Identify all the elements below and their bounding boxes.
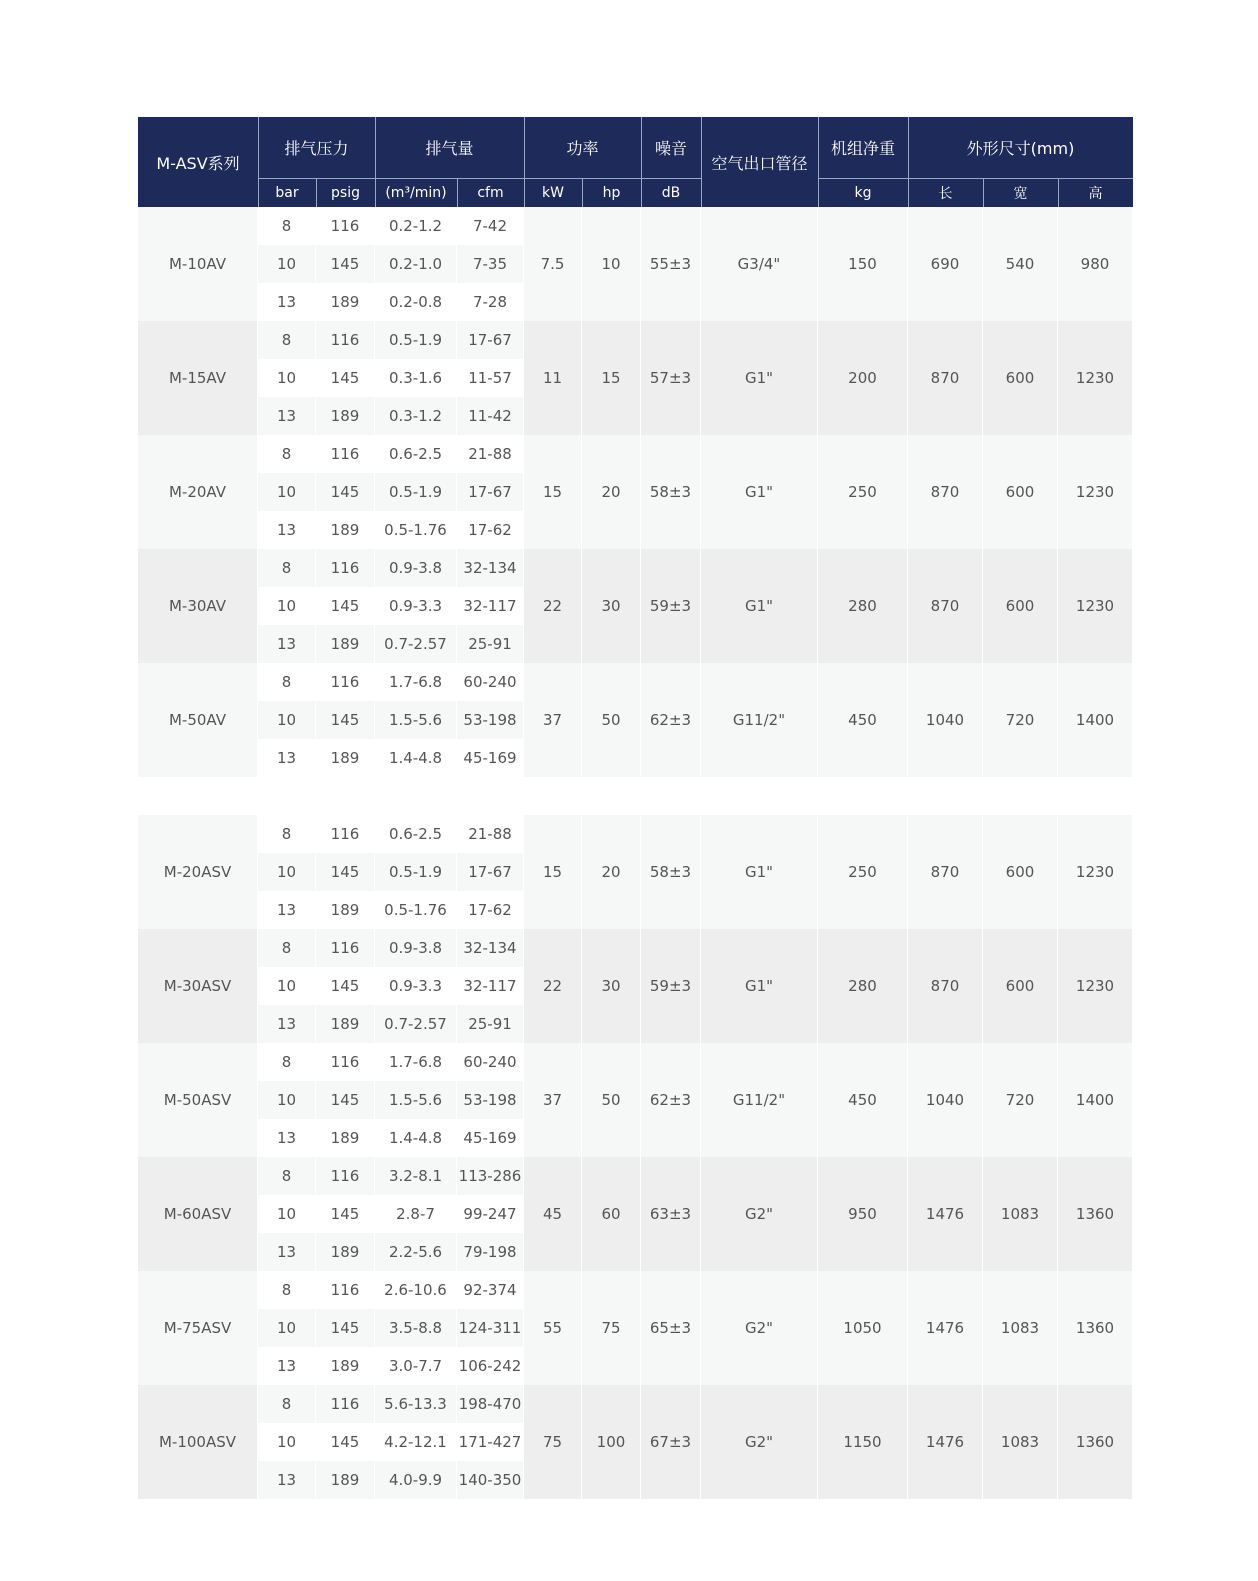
cell-db: 67±3 <box>641 1385 701 1499</box>
cell-m3: 0.2-1.2 <box>375 207 457 245</box>
cell-bar: 13 <box>258 1347 316 1385</box>
cell-cfm: 198-470 <box>457 1385 524 1423</box>
cell-db: 62±3 <box>641 663 701 777</box>
cell-hp: 30 <box>582 549 641 663</box>
cell-cfm: 45-169 <box>457 1119 524 1157</box>
cell-len: 1476 <box>908 1157 983 1271</box>
cell-kg: 950 <box>818 1157 908 1271</box>
cell-wid: 1083 <box>983 1271 1058 1385</box>
cell-cfm: 17-62 <box>457 511 524 549</box>
unit-width: 宽 <box>1013 185 1028 202</box>
model-group <box>138 549 1133 663</box>
cell-m3: 1.5-5.6 <box>375 701 457 739</box>
cell-len: 1476 <box>908 1271 983 1385</box>
cell-kw: 22 <box>524 549 582 663</box>
cell-bar: 10 <box>258 967 316 1005</box>
cell-cfm: 7-28 <box>457 283 524 321</box>
cell-len: 690 <box>908 207 983 321</box>
cell-bar: 8 <box>258 815 316 853</box>
cell-db: 59±3 <box>641 929 701 1043</box>
cell-psig: 145 <box>316 853 375 891</box>
cell-bar: 8 <box>258 1385 316 1423</box>
cell-hei: 1360 <box>1058 1157 1133 1271</box>
model-group <box>138 321 1133 435</box>
unit-height: 高 <box>1088 185 1103 202</box>
header-dims: 外形尺寸(mm) <box>966 139 1075 158</box>
model-name: M-20ASV <box>138 815 258 929</box>
cell-m3: 0.9-3.3 <box>375 587 457 625</box>
cell-cfm: 99-247 <box>457 1195 524 1233</box>
cell-hp: 30 <box>582 929 641 1043</box>
cell-psig: 189 <box>316 397 375 435</box>
cell-bar: 8 <box>258 663 316 701</box>
cell-cfm: 11-57 <box>457 359 524 397</box>
cell-hei: 1230 <box>1058 549 1133 663</box>
cell-outlet: G2" <box>701 1157 818 1271</box>
cell-psig: 145 <box>316 1423 375 1461</box>
cell-m3: 0.2-0.8 <box>375 283 457 321</box>
cell-outlet: G11/2" <box>701 663 818 777</box>
model-name: M-60ASV <box>138 1157 258 1271</box>
header-power: 功率 <box>566 139 599 158</box>
cell-kw: 15 <box>524 815 582 929</box>
cell-cfm: 32-117 <box>457 967 524 1005</box>
cell-bar: 8 <box>258 549 316 587</box>
cell-m3: 4.2-12.1 <box>375 1423 457 1461</box>
model-name: M-30ASV <box>138 929 258 1043</box>
cell-outlet: G1" <box>701 929 818 1043</box>
cell-cfm: 17-67 <box>457 853 524 891</box>
cell-cfm: 7-35 <box>457 245 524 283</box>
cell-bar: 13 <box>258 739 316 777</box>
model-group <box>138 207 1133 321</box>
cell-wid: 720 <box>983 1043 1058 1157</box>
spec-table-av <box>138 207 1133 777</box>
cell-kg: 280 <box>818 549 908 663</box>
cell-hp: 75 <box>582 1271 641 1385</box>
cell-kg: 200 <box>818 321 908 435</box>
cell-bar: 10 <box>258 245 316 283</box>
header-pressure: 排气压力 <box>284 139 349 158</box>
cell-m3: 0.5-1.9 <box>375 473 457 511</box>
cell-m3: 0.9-3.8 <box>375 929 457 967</box>
cell-hei: 1360 <box>1058 1271 1133 1385</box>
cell-db: 55±3 <box>641 207 701 321</box>
cell-bar: 13 <box>258 511 316 549</box>
cell-cfm: 60-240 <box>457 1043 524 1081</box>
cell-cfm: 32-134 <box>457 549 524 587</box>
cell-kg: 150 <box>818 207 908 321</box>
cell-bar: 13 <box>258 283 316 321</box>
cell-kw: 37 <box>524 663 582 777</box>
cell-outlet: G2" <box>701 1385 818 1499</box>
cell-kg: 1050 <box>818 1271 908 1385</box>
cell-m3: 0.6-2.5 <box>375 815 457 853</box>
model-group <box>138 1385 1133 1499</box>
cell-len: 870 <box>908 929 983 1043</box>
cell-hei: 1400 <box>1058 1043 1133 1157</box>
cell-psig: 189 <box>316 1347 375 1385</box>
model-name: M-30AV <box>138 549 258 663</box>
header-outlet: 空气出口管径 <box>711 153 808 173</box>
cell-cfm: 11-42 <box>457 397 524 435</box>
cell-bar: 13 <box>258 625 316 663</box>
unit-psig: psig <box>331 184 360 201</box>
cell-hei: 980 <box>1058 207 1133 321</box>
cell-m3: 0.7-2.57 <box>375 1005 457 1043</box>
cell-len: 870 <box>908 435 983 549</box>
unit-length: 长 <box>938 185 953 202</box>
cell-cfm: 25-91 <box>457 1005 524 1043</box>
cell-m3: 1.4-4.8 <box>375 739 457 777</box>
model-name: M-50AV <box>138 663 258 777</box>
cell-db: 57±3 <box>641 321 701 435</box>
cell-bar: 10 <box>258 473 316 511</box>
cell-kg: 450 <box>818 1043 908 1157</box>
cell-bar: 8 <box>258 1043 316 1081</box>
cell-psig: 145 <box>316 473 375 511</box>
cell-psig: 116 <box>316 1385 375 1423</box>
cell-wid: 600 <box>983 435 1058 549</box>
cell-bar: 13 <box>258 1119 316 1157</box>
cell-kg: 250 <box>818 435 908 549</box>
cell-cfm: 32-117 <box>457 587 524 625</box>
cell-psig: 116 <box>316 321 375 359</box>
cell-m3: 0.7-2.57 <box>375 625 457 663</box>
cell-psig: 116 <box>316 663 375 701</box>
cell-hp: 50 <box>582 663 641 777</box>
cell-psig: 189 <box>316 1005 375 1043</box>
cell-m3: 1.4-4.8 <box>375 1119 457 1157</box>
cell-bar: 8 <box>258 1271 316 1309</box>
cell-m3: 3.5-8.8 <box>375 1309 457 1347</box>
cell-psig: 189 <box>316 1119 375 1157</box>
cell-hei: 1230 <box>1058 435 1133 549</box>
cell-bar: 10 <box>258 1195 316 1233</box>
cell-cfm: 79-198 <box>457 1233 524 1271</box>
cell-bar: 8 <box>258 1157 316 1195</box>
cell-kw: 75 <box>524 1385 582 1499</box>
cell-kw: 45 <box>524 1157 582 1271</box>
model-group <box>138 815 1133 929</box>
unit-kg: kg <box>854 184 872 201</box>
model-group <box>138 929 1133 1043</box>
cell-outlet: G1" <box>701 815 818 929</box>
table-header <box>138 117 1133 207</box>
cell-hei: 1230 <box>1058 929 1133 1043</box>
cell-psig: 189 <box>316 511 375 549</box>
cell-cfm: 113-286 <box>457 1157 524 1195</box>
cell-hp: 10 <box>582 207 641 321</box>
model-group <box>138 1043 1133 1157</box>
cell-bar: 13 <box>258 397 316 435</box>
cell-hp: 50 <box>582 1043 641 1157</box>
model-name: M-10AV <box>138 207 258 321</box>
cell-psig: 145 <box>316 701 375 739</box>
cell-m3: 0.9-3.3 <box>375 967 457 1005</box>
unit-m3min: (m³/min) <box>385 184 447 201</box>
cell-psig: 116 <box>316 1271 375 1309</box>
cell-kg: 1150 <box>818 1385 908 1499</box>
model-name: M-15AV <box>138 321 258 435</box>
cell-m3: 0.5-1.76 <box>375 891 457 929</box>
cell-m3: 2.6-10.6 <box>375 1271 457 1309</box>
cell-hp: 15 <box>582 321 641 435</box>
cell-outlet: G2" <box>701 1271 818 1385</box>
unit-cfm: cfm <box>477 184 504 201</box>
cell-bar: 10 <box>258 853 316 891</box>
cell-psig: 189 <box>316 739 375 777</box>
cell-cfm: 17-67 <box>457 321 524 359</box>
cell-outlet: G1" <box>701 435 818 549</box>
cell-kw: 7.5 <box>524 207 582 321</box>
header-weight: 机组净重 <box>830 139 895 158</box>
cell-hei: 1230 <box>1058 815 1133 929</box>
cell-m3: 0.5-1.9 <box>375 321 457 359</box>
cell-wid: 1083 <box>983 1385 1058 1499</box>
cell-m3: 0.5-1.9 <box>375 853 457 891</box>
model-group <box>138 663 1133 777</box>
cell-m3: 2.8-7 <box>375 1195 457 1233</box>
cell-m3: 0.3-1.2 <box>375 397 457 435</box>
cell-kw: 15 <box>524 435 582 549</box>
cell-cfm: 92-374 <box>457 1271 524 1309</box>
cell-bar: 8 <box>258 435 316 473</box>
cell-outlet: G3/4" <box>701 207 818 321</box>
cell-psig: 145 <box>316 1081 375 1119</box>
cell-m3: 0.2-1.0 <box>375 245 457 283</box>
cell-wid: 600 <box>983 549 1058 663</box>
cell-m3: 0.5-1.76 <box>375 511 457 549</box>
cell-kw: 22 <box>524 929 582 1043</box>
model-name: M-100ASV <box>138 1385 258 1499</box>
cell-wid: 600 <box>983 929 1058 1043</box>
unit-kw: kW <box>542 184 564 201</box>
cell-psig: 116 <box>316 435 375 473</box>
cell-len: 1040 <box>908 1043 983 1157</box>
cell-m3: 1.5-5.6 <box>375 1081 457 1119</box>
model-name: M-50ASV <box>138 1043 258 1157</box>
cell-outlet: G11/2" <box>701 1043 818 1157</box>
cell-psig: 189 <box>316 1233 375 1271</box>
cell-db: 65±3 <box>641 1271 701 1385</box>
cell-psig: 189 <box>316 1461 375 1499</box>
cell-cfm: 53-198 <box>457 1081 524 1119</box>
cell-psig: 189 <box>316 625 375 663</box>
cell-wid: 720 <box>983 663 1058 777</box>
header-noise: 噪音 <box>654 139 687 158</box>
cell-cfm: 25-91 <box>457 625 524 663</box>
cell-wid: 600 <box>983 321 1058 435</box>
cell-db: 62±3 <box>641 1043 701 1157</box>
cell-len: 1040 <box>908 663 983 777</box>
cell-m3: 5.6-13.3 <box>375 1385 457 1423</box>
header-series: M-ASV系列 <box>156 153 240 173</box>
cell-wid: 1083 <box>983 1157 1058 1271</box>
cell-kg: 450 <box>818 663 908 777</box>
cell-psig: 116 <box>316 929 375 967</box>
model-name: M-75ASV <box>138 1271 258 1385</box>
cell-bar: 10 <box>258 1309 316 1347</box>
cell-m3: 0.6-2.5 <box>375 435 457 473</box>
cell-cfm: 171-427 <box>457 1423 524 1461</box>
cell-kg: 250 <box>818 815 908 929</box>
cell-bar: 10 <box>258 1423 316 1461</box>
cell-cfm: 21-88 <box>457 435 524 473</box>
cell-hei: 1360 <box>1058 1385 1133 1499</box>
cell-kg: 280 <box>818 929 908 1043</box>
cell-cfm: 32-134 <box>457 929 524 967</box>
cell-len: 870 <box>908 549 983 663</box>
cell-cfm: 60-240 <box>457 663 524 701</box>
cell-psig: 145 <box>316 1309 375 1347</box>
cell-cfm: 140-350 <box>457 1461 524 1499</box>
cell-bar: 8 <box>258 929 316 967</box>
cell-bar: 13 <box>258 1005 316 1043</box>
cell-bar: 13 <box>258 891 316 929</box>
cell-m3: 0.9-3.8 <box>375 549 457 587</box>
cell-wid: 600 <box>983 815 1058 929</box>
cell-bar: 10 <box>258 1081 316 1119</box>
unit-bar: bar <box>275 184 299 201</box>
cell-kw: 37 <box>524 1043 582 1157</box>
cell-kw: 11 <box>524 321 582 435</box>
cell-psig: 145 <box>316 245 375 283</box>
cell-bar: 10 <box>258 701 316 739</box>
cell-cfm: 45-169 <box>457 739 524 777</box>
model-group <box>138 435 1133 549</box>
cell-hp: 100 <box>582 1385 641 1499</box>
cell-m3: 1.7-6.8 <box>375 1043 457 1081</box>
cell-bar: 8 <box>258 321 316 359</box>
model-name: M-20AV <box>138 435 258 549</box>
header-flow: 排气量 <box>425 139 474 158</box>
cell-hei: 1400 <box>1058 663 1133 777</box>
unit-db: dB <box>661 184 681 201</box>
cell-psig: 116 <box>316 549 375 587</box>
cell-bar: 13 <box>258 1233 316 1271</box>
unit-hp: hp <box>602 184 621 201</box>
cell-psig: 189 <box>316 283 375 321</box>
cell-m3: 0.3-1.6 <box>375 359 457 397</box>
cell-db: 63±3 <box>641 1157 701 1271</box>
cell-m3: 3.0-7.7 <box>375 1347 457 1385</box>
cell-hp: 20 <box>582 435 641 549</box>
cell-psig: 145 <box>316 359 375 397</box>
cell-outlet: G1" <box>701 549 818 663</box>
cell-cfm: 17-67 <box>457 473 524 511</box>
cell-psig: 145 <box>316 587 375 625</box>
cell-cfm: 17-62 <box>457 891 524 929</box>
cell-bar: 8 <box>258 207 316 245</box>
cell-bar: 10 <box>258 359 316 397</box>
cell-cfm: 53-198 <box>457 701 524 739</box>
cell-m3: 1.7-6.8 <box>375 663 457 701</box>
cell-kw: 55 <box>524 1271 582 1385</box>
cell-cfm: 124-311 <box>457 1309 524 1347</box>
cell-outlet: G1" <box>701 321 818 435</box>
cell-psig: 145 <box>316 967 375 1005</box>
cell-db: 58±3 <box>641 815 701 929</box>
cell-hp: 60 <box>582 1157 641 1271</box>
model-group <box>138 1157 1133 1271</box>
cell-psig: 116 <box>316 815 375 853</box>
cell-psig: 189 <box>316 891 375 929</box>
cell-cfm: 7-42 <box>457 207 524 245</box>
cell-psig: 116 <box>316 207 375 245</box>
cell-len: 1476 <box>908 1385 983 1499</box>
cell-db: 58±3 <box>641 435 701 549</box>
model-group <box>138 1271 1133 1385</box>
cell-len: 870 <box>908 815 983 929</box>
cell-psig: 145 <box>316 1195 375 1233</box>
cell-len: 870 <box>908 321 983 435</box>
cell-bar: 10 <box>258 587 316 625</box>
cell-hei: 1230 <box>1058 321 1133 435</box>
cell-db: 59±3 <box>641 549 701 663</box>
cell-psig: 116 <box>316 1043 375 1081</box>
cell-cfm: 106-242 <box>457 1347 524 1385</box>
cell-m3: 4.0-9.9 <box>375 1461 457 1499</box>
spec-table-asv <box>138 815 1133 1499</box>
cell-m3: 3.2-8.1 <box>375 1157 457 1195</box>
cell-wid: 540 <box>983 207 1058 321</box>
cell-cfm: 21-88 <box>457 815 524 853</box>
cell-hp: 20 <box>582 815 641 929</box>
cell-bar: 13 <box>258 1461 316 1499</box>
cell-psig: 116 <box>316 1157 375 1195</box>
cell-m3: 2.2-5.6 <box>375 1233 457 1271</box>
